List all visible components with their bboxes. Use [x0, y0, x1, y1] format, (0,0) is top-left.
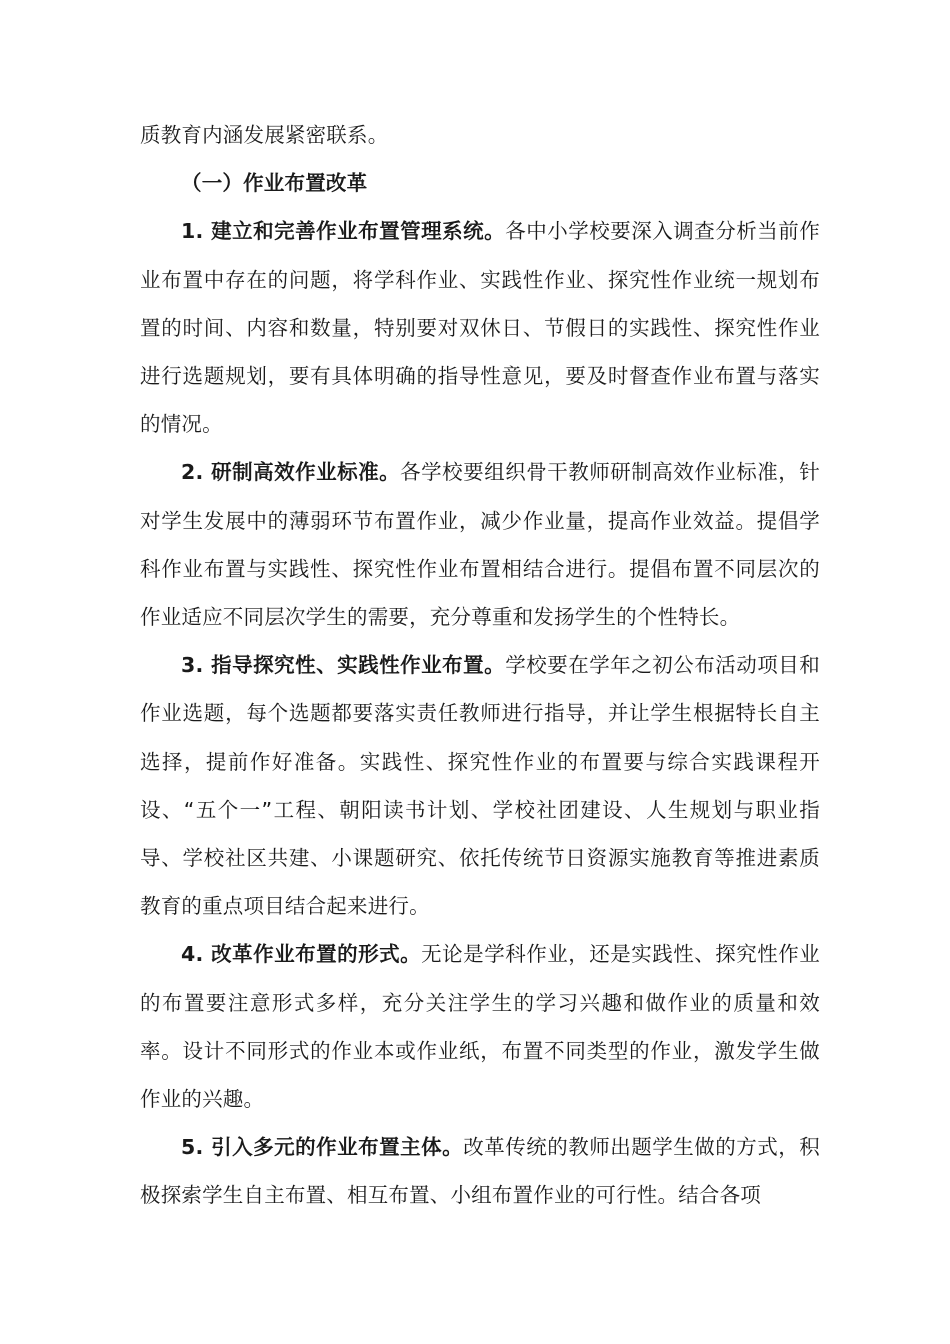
paragraph-item-5: [140, 1123, 820, 1219]
paragraph-item-3: [140, 641, 820, 930]
paragraph-item-4: [140, 930, 820, 1123]
item-body: 各中小学校要深入调查分析当前作业布置中存在的问题，将学科作业、实践性作业、探究性作业统一规划布置的时间、内容和数量，特别要对双休日、节假日的实践性、探究性作业进行选题规划，要有具体明确的指导性意见，要及时督查作业布置与落实的情况。: [140, 219, 821, 437]
item-body: 无论是学科作业，还是实践性、探究性作业的布置要注意形式多样，充分关注学生的学习兴趣和做作业的质量和效率。设计不同形式的作业本或作业纸，布置不同类型的作业，激发学生做作业的兴趣。: [140, 942, 820, 1112]
item-body: 学校要在学年之初公布活动项目和作业选题，每个选题都要落实责任教师进行指导，并让学生根据特长自主选择，提前作好准备。实践性、探究性作业的布置要与综合实践课程开设、“五个一”工程、朝阳读书计划、学校社团建设、人生规划与职业指导、学校社区共建、小课题研究、依托传统节日资源实施教育等推进素质教育的重点项目结合起来进行。: [140, 653, 821, 919]
section-heading: （一）作业布置改革: [181, 171, 368, 196]
item-body: 改革传统的教师出题学生做的方式，积极探索学生自主布置、相互布置、小组布置作业的可行性。结合各项: [140, 1135, 820, 1208]
item-lead: 2. 研制高效作业标准。: [181, 460, 401, 485]
item-lead: 3. 指导探究性、实践性作业布置。: [181, 653, 506, 678]
document-body: [140, 111, 820, 1220]
item-body: 各学校要组织骨干教师研制高效作业标准，针对学生发展中的薄弱环节布置作业，减少作业量，提高作业效益。提倡学科作业布置与实践性、探究性作业布置相结合进行。提倡布置不同层次的作业适应不同层次学生的需要，充分尊重和发扬学生的个性特长。: [140, 460, 821, 630]
item-lead: 1. 建立和完善作业布置管理系统。: [181, 219, 506, 244]
item-lead: 5. 引入多元的作业布置主体。: [181, 1135, 464, 1160]
item-lead: 4. 改革作业布置的形式。: [181, 942, 422, 967]
opening-line: 质教育内涵发展紧密联系。: [140, 123, 389, 147]
paragraph-item-2: [140, 448, 820, 641]
paragraph-item-1: [140, 207, 820, 448]
